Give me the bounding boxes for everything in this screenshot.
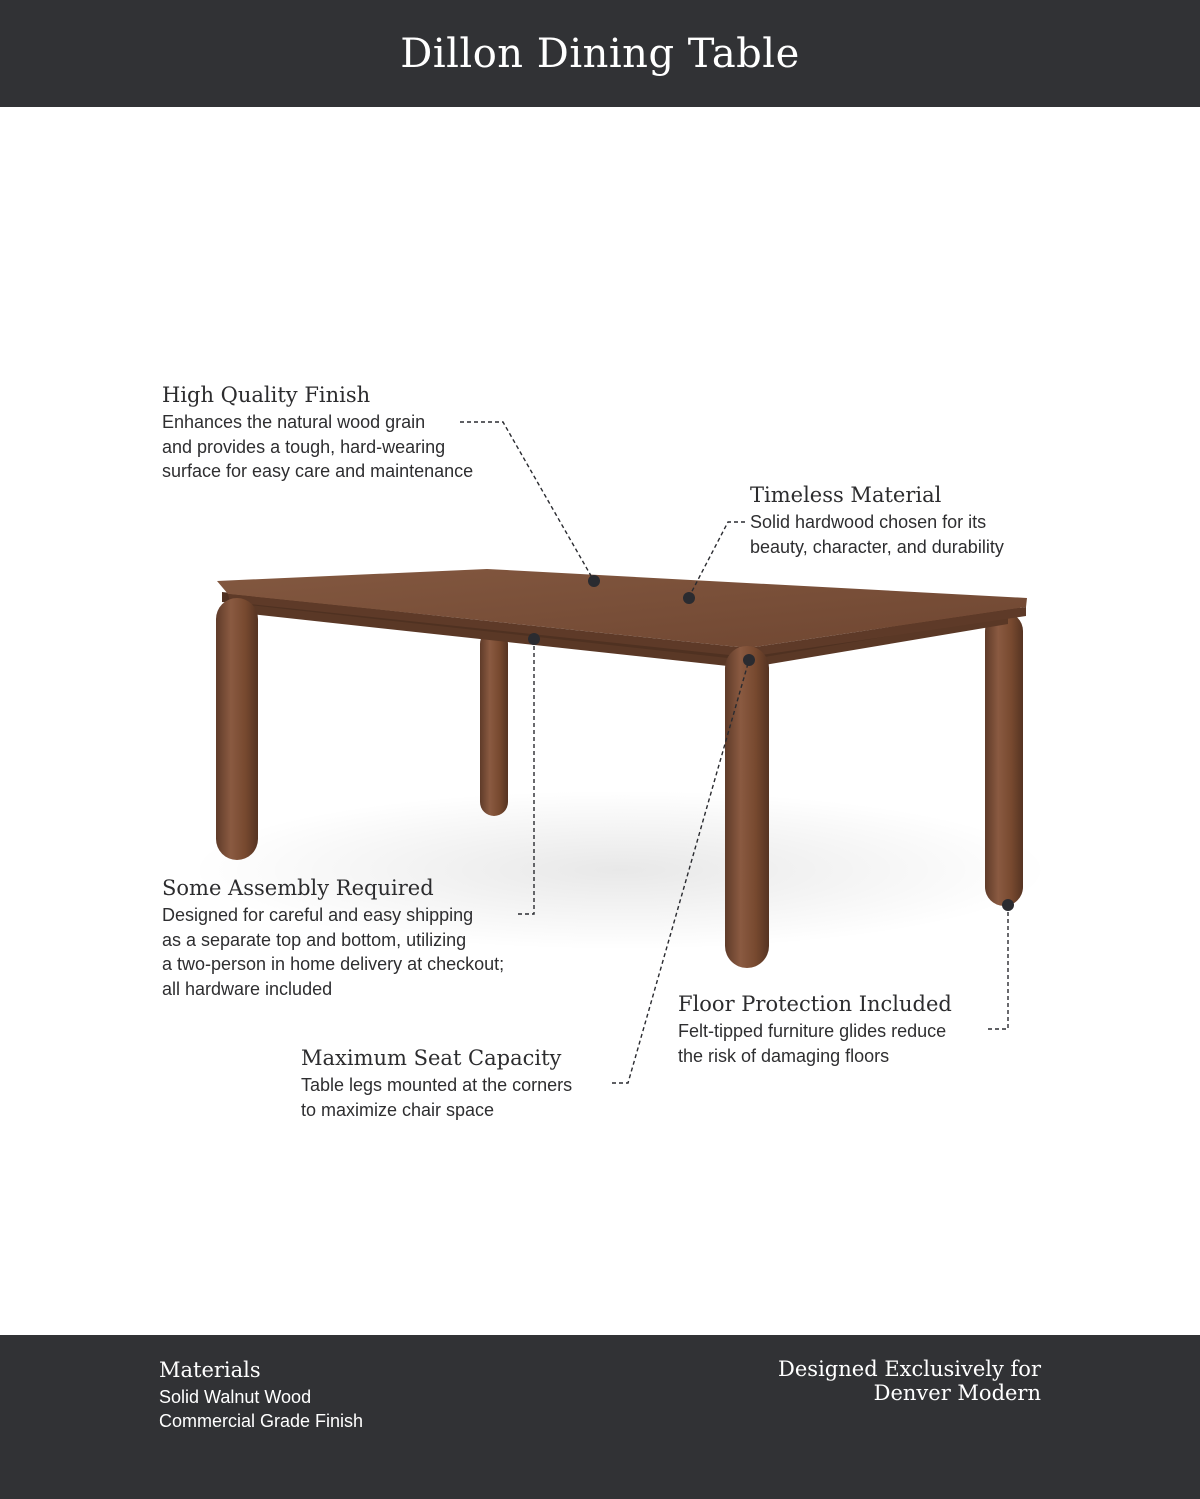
callout-title: Some Assembly Required: [162, 876, 434, 900]
callout-text: the risk of damaging floors: [678, 1045, 890, 1066]
callout-title: Timeless Material: [750, 483, 942, 507]
callout-text: beauty, character, and durability: [750, 536, 1004, 557]
marker-material: [683, 592, 695, 604]
callout-text: and provides a tough, hard-wearing: [162, 436, 446, 457]
callout-title: Maximum Seat Capacity: [301, 1046, 562, 1070]
designed-line: Designed Exclusively for: [778, 1357, 1041, 1381]
callout-text: as a separate top and bottom, utilizing: [162, 929, 467, 950]
marker-seat: [743, 654, 755, 666]
callout-text: Enhances the natural wood grain: [162, 412, 426, 432]
page-title: Dillon Dining Table: [400, 30, 800, 77]
callout-finish: [162, 381, 473, 484]
callout-text: a two-person in home delivery at checkout;: [162, 954, 505, 974]
designed-for-block: [778, 1357, 1041, 1405]
callout-text: all hardware included: [162, 978, 333, 999]
material-item: Commercial Grade Finish: [159, 1411, 364, 1431]
callout-text: Felt-tipped furniture glides reduce: [678, 1021, 947, 1041]
table-leg-front-left: [216, 598, 258, 860]
footer-bar: [0, 1335, 1200, 1499]
table-leg-front-right: [725, 646, 769, 968]
callout-floor: [678, 990, 952, 1068]
callout-title: Floor Protection Included: [678, 992, 952, 1016]
callout-text: to maximize chair space: [301, 1099, 495, 1120]
material-item: Solid Walnut Wood: [159, 1387, 312, 1407]
callout-material: [750, 481, 1004, 559]
callout-title: High Quality Finish: [162, 383, 371, 407]
callout-text: Table legs mounted at the corners: [301, 1075, 573, 1095]
designed-line: Denver Modern: [873, 1381, 1041, 1405]
callout-text: Solid hardwood chosen for its: [750, 512, 987, 532]
table-leg-back-right: [985, 612, 1023, 906]
marker-assembly: [528, 633, 540, 645]
callout-assembly: [162, 874, 504, 1001]
leader-line-finish: [460, 422, 594, 581]
callout-text: surface for easy care and maintenance: [162, 461, 474, 481]
materials-title: Materials: [159, 1358, 261, 1382]
materials-block: [159, 1357, 363, 1433]
table-leg-back-left: [480, 630, 508, 816]
callout-text: Designed for careful and easy shipping: [162, 905, 474, 925]
marker-floor: [1002, 899, 1014, 911]
marker-finish: [588, 575, 600, 587]
leader-line-floor: [988, 905, 1008, 1029]
callout-seat: [301, 1044, 572, 1122]
